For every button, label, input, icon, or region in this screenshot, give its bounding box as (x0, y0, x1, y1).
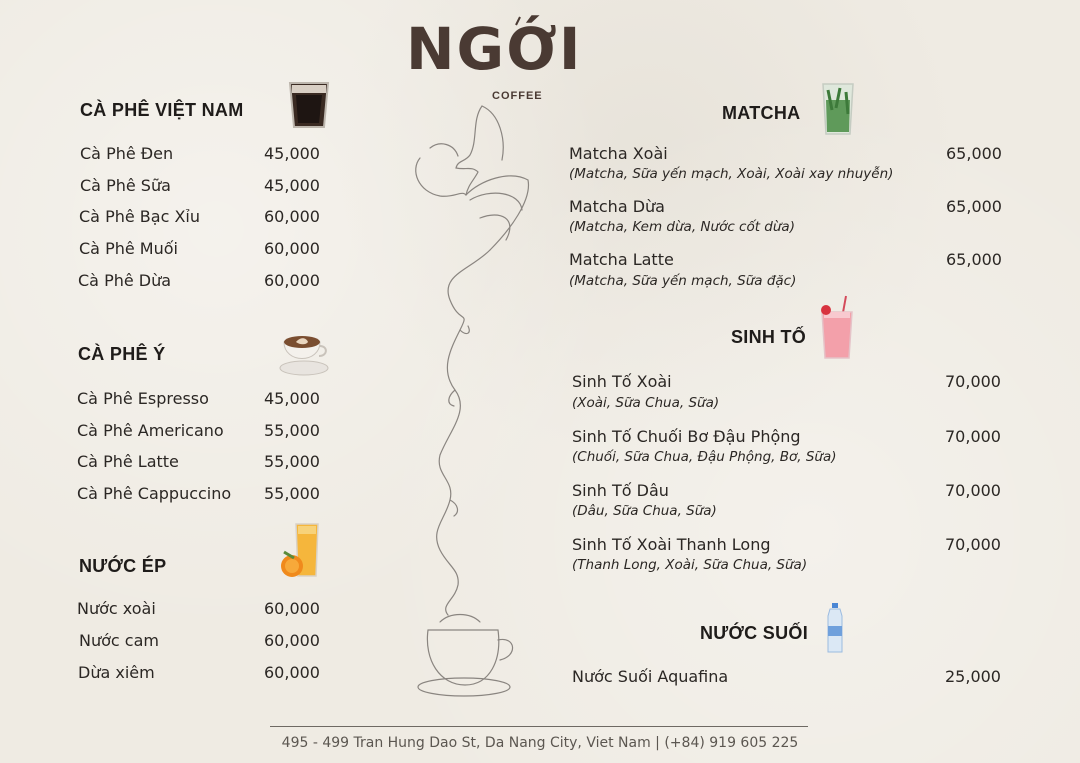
orange-juice-icon (278, 520, 324, 582)
brand-tagline: COFFEE (492, 90, 543, 102)
menu-item-price: 55,000 (264, 421, 320, 440)
menu-item-price: 55,000 (264, 484, 320, 503)
menu-item-price: 60,000 (264, 599, 320, 618)
menu-item-name: Cà Phê Dừa (78, 271, 172, 290)
menu-item-desc: (Dâu, Sữa Chua, Sữa) (572, 503, 717, 519)
menu-item-price: 70,000 (945, 535, 1001, 554)
menu-item-desc: (Xoài, Sữa Chua, Sữa) (572, 395, 720, 411)
menu-item-price: 25,000 (945, 667, 1001, 686)
menu-item-price: 60,000 (264, 239, 320, 258)
menu-item-name: Cà Phê Đen (80, 144, 174, 163)
heading-matcha: MATCHA (722, 103, 801, 123)
menu-item-desc: (Chuối, Sữa Chua, Đậu Phộng, Bơ, Sữa) (572, 449, 837, 465)
menu-item-price: 45,000 (264, 176, 320, 195)
menu-item-price: 60,000 (264, 631, 320, 650)
menu-item-desc: (Thanh Long, Xoài, Sữa Chua, Sữa) (572, 557, 808, 573)
menu-item-price: 55,000 (264, 452, 320, 471)
heading-ca-phe-viet-nam: CÀ PHÊ VIỆT NAM (80, 100, 244, 120)
matcha-glass-icon (818, 80, 858, 138)
smoothie-glass-icon (816, 294, 858, 362)
footer-address: 495 - 499 Tran Hung Dao St, Da Nang City, Viet Nam | (+84) 919 605 225 (281, 735, 799, 751)
menu-item-name: Cà Phê Espresso (77, 389, 209, 408)
menu-item-name: Matcha Xoài (569, 144, 668, 163)
coffee-drop-icon (506, 16, 526, 38)
menu-item-name: Nước xoài (77, 599, 156, 618)
menu-item-name: Cà Phê Americano (77, 421, 224, 440)
footer-divider (270, 726, 808, 727)
heading-sinh-to: SINH TỐ (731, 327, 807, 347)
menu-item-price: 45,000 (264, 389, 320, 408)
menu-item-price: 60,000 (264, 271, 320, 290)
line-art-woman-coffee-icon (410, 100, 550, 700)
menu-item-price: 65,000 (946, 250, 1002, 269)
menu-item-price: 60,000 (264, 207, 320, 226)
latte-cup-icon (278, 328, 330, 378)
menu-item-name: Sinh Tố Xoài (572, 372, 672, 391)
menu-item-desc: (Matcha, Sữa yến mạch, Sữa đặc) (569, 273, 797, 289)
menu-item-price: 70,000 (945, 427, 1001, 446)
glass-coffee-icon (286, 79, 332, 131)
menu-item-name: Dừa xiêm (78, 663, 155, 682)
menu-item-name: Sinh Tố Dâu (572, 481, 669, 500)
menu-item-name: Matcha Dừa (569, 197, 665, 216)
menu-item-name: Sinh Tố Xoài Thanh Long (572, 535, 771, 554)
menu-item-desc: (Matcha, Kem dừa, Nước cốt dừa) (569, 219, 795, 235)
menu-item-desc: (Matcha, Sữa yến mạch, Xoài, Xoài xay nhuyễn) (569, 166, 894, 182)
menu-item-price: 70,000 (945, 481, 1001, 500)
water-bottle-icon (824, 602, 846, 656)
brand-logo (398, 15, 583, 106)
menu-item-name: Cà Phê Sữa (80, 176, 171, 195)
menu-item-name: Nước cam (79, 631, 159, 650)
menu-item-price: 65,000 (946, 197, 1002, 216)
brand-name: NGỚI (406, 15, 583, 83)
menu-item-name: Sinh Tố Chuối Bơ Đậu Phộng (572, 427, 801, 446)
heading-ca-phe-y: CÀ PHÊ Ý (78, 344, 166, 364)
menu-item-name: Matcha Latte (569, 250, 674, 269)
heading-nuoc-suoi: NƯỚC SUỐI (700, 623, 808, 643)
menu-item-name: Cà Phê Latte (77, 452, 179, 471)
menu-item-price: 60,000 (264, 663, 320, 682)
heading-nuoc-ep: NƯỚC ÉP (79, 556, 167, 576)
menu-item-name: Cà Phê Bạc Xỉu (79, 207, 200, 226)
menu-item-price: 70,000 (945, 372, 1001, 391)
menu-item-price: 45,000 (264, 144, 320, 163)
menu-item-name: Cà Phê Muối (79, 239, 178, 258)
menu-item-name: Nước Suối Aquafina (572, 667, 729, 686)
menu-item-price: 65,000 (946, 144, 1002, 163)
menu-item-name: Cà Phê Cappuccino (77, 484, 232, 503)
